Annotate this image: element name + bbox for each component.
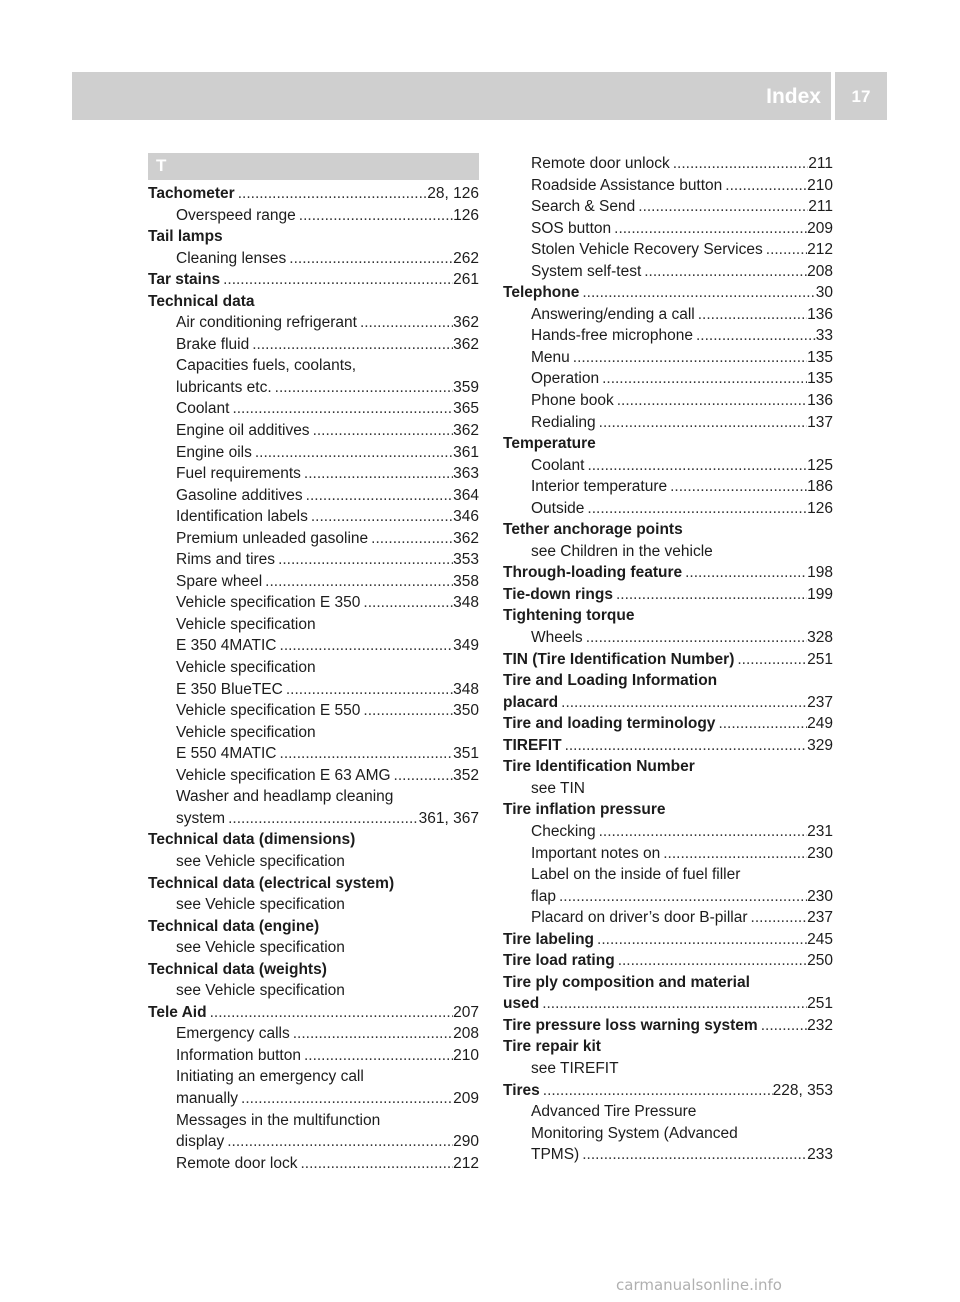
entry-text: Remote door lock [176,1154,298,1172]
page-reference: 262 [453,249,479,267]
entry-text: Tire pressure loss warning system [503,1016,758,1034]
page-reference: 211 [808,198,833,216]
entry-text: Identification labels [176,508,308,526]
index-subentry [503,843,833,865]
index-entry: Temperature [503,435,596,453]
page-reference: 126 [807,499,833,517]
page-reference: 135 [807,348,833,366]
entry-text: Stolen Vehicle Recovery Services [531,241,763,259]
page-header [72,72,887,120]
dot-leader [290,1023,453,1045]
index-subentry: Messages in the multifunction [176,1111,381,1129]
page-reference: 199 [807,585,833,603]
entry-text: Tire labeling [503,930,595,948]
index-subentry [148,549,479,571]
dot-leader [235,183,428,205]
index-entry: Tire Identification Number [503,758,695,776]
entry-text: Search & Send [531,198,636,216]
index-subentry [503,196,833,218]
index-entry [503,692,833,714]
entry-text: Vehicle specification E 63 AMG [176,766,391,784]
entry-text: Cleaning lenses [176,249,287,267]
index-entry: Tire and Loading Information [503,672,718,690]
page-reference: 352 [453,766,479,784]
index-entry [503,562,833,584]
dot-leader [238,1088,453,1110]
page-reference: 364 [453,486,479,504]
index-subentry [148,398,479,420]
page-reference: 250 [807,952,833,970]
index-entry: Tire ply composition and material [503,973,750,991]
entry-text: Placard on driver’s door B-pillar [531,909,748,927]
dot-leader [301,463,453,485]
dot-leader [615,950,807,972]
index-subentry [148,571,479,593]
page-reference: 348 [453,594,479,612]
index-subentry: Vehicle specification [176,723,316,741]
section-letter-bar [148,153,479,180]
dot-leader [758,1015,807,1037]
index-subentry [503,907,833,929]
dot-leader [308,506,453,528]
page-reference: 232 [807,1016,833,1034]
dot-leader [584,455,807,477]
page-reference: 135 [807,370,833,388]
dot-leader [763,239,807,261]
index-subentry: see Vehicle specification [176,852,345,870]
entry-text: Brake fluid [176,335,250,353]
entry-text: Premium unleaded gasoline [176,529,369,547]
index-subentry [503,218,833,240]
dot-leader [296,205,453,227]
index-entry: Technical data (weights) [148,960,327,978]
page-reference: 231 [807,822,833,840]
watermark: carmanualsonline.info [616,1276,782,1294]
entry-text: Engine oils [176,443,252,461]
dot-leader [303,485,453,507]
index-entry: Technical data (dimensions) [148,831,356,849]
index-subentry [148,312,479,334]
entry-text: Phone book [531,392,614,410]
entry-text: Important notes on [531,844,661,862]
entry-text: placard [503,693,559,711]
index-subentry: see TIREFIT [531,1059,619,1077]
index-entry [503,713,833,735]
page-reference: 208 [807,262,833,280]
page-reference: 208 [453,1025,479,1043]
entry-text: Menu [531,348,570,366]
index-subentry: Initiating an emergency call [176,1068,364,1086]
page-reference: 125 [807,456,833,474]
index-subentry: see Vehicle specification [176,982,345,1000]
page-reference: 237 [807,909,833,927]
dot-leader [670,153,809,175]
page-reference: 251 [807,995,833,1013]
entry-text: used [503,995,540,1013]
entry-text: System self-test [531,262,642,280]
page-reference: 230 [807,844,833,862]
dot-leader [583,627,807,649]
index-subentry [148,205,479,227]
index-subentry [148,528,479,550]
dot-leader [596,412,807,434]
index-subentry [503,886,833,908]
index-entry [503,950,833,972]
index-subentry [503,261,833,283]
entry-text: Redialing [531,413,596,431]
index-subentry [148,485,479,507]
index-subentry [503,412,833,434]
entry-text: Vehicle specification E 350 [176,594,361,612]
page-reference: 328 [807,629,833,647]
entry-text: Air conditioning refrigerant [176,314,357,332]
index-entry [503,584,833,606]
header-divider [831,72,835,120]
page-reference: 212 [453,1154,479,1172]
index-entry [503,649,833,671]
entry-text: Spare wheel [176,572,263,590]
page-reference: 251 [807,650,833,668]
index-subentry [503,153,833,175]
page-reference: 361, 367 [418,809,479,827]
page-number: 17 [851,87,871,106]
dot-leader [224,1131,453,1153]
dot-leader [249,334,453,356]
index-subentry [503,325,833,347]
dot-leader [695,304,807,326]
entry-text: Operation [531,370,600,388]
dot-leader [357,312,453,334]
index-subentry [503,821,833,843]
index-subentry [148,808,479,830]
index-entry: Technical data (engine) [148,917,320,935]
entry-text: TPMS) [531,1146,580,1164]
index-subentry [148,765,479,787]
index-subentry: Label on the inside of fuel filler [531,866,741,884]
page-reference: 126 [453,206,479,224]
entry-text: Coolant [531,456,585,474]
dot-leader [283,679,453,701]
entry-text: display [176,1133,225,1151]
entry-text: Telephone [503,284,580,302]
page-reference: 210 [453,1046,479,1064]
section-letter: T [156,156,167,175]
index-subentry: Capacities fuels, coolants, [176,357,357,375]
index-subentry [148,334,479,356]
index-subentry [148,442,479,464]
page-reference: 209 [807,219,833,237]
entry-text: E 350 BlueTEC [176,680,283,698]
dot-leader [579,1144,807,1166]
index-entry [503,1080,833,1102]
dot-leader [579,282,815,304]
index-entry [503,993,833,1015]
index-subentry [148,420,479,442]
entry-text: Wheels [531,629,583,647]
entry-text: Fuel requirements [176,465,301,483]
page-reference: 228, 353 [772,1081,833,1099]
dot-leader [275,549,453,571]
entry-text: Tachometer [148,185,235,202]
index-subentry [148,1045,479,1067]
dot-leader [360,700,453,722]
page-reference: 365 [453,400,479,418]
index-subentry: Vehicle specification [176,659,316,677]
index-subentry [148,1088,479,1110]
entry-text: SOS button [531,219,612,237]
index-entry [503,929,833,951]
page-reference: 261 [453,271,479,289]
page-reference: 249 [807,715,833,733]
page-reference: 211 [808,155,833,172]
dot-leader [584,498,807,520]
index-entry: Tire inflation pressure [503,801,666,819]
dot-leader [748,907,808,929]
dot-leader [539,993,807,1015]
entry-text: Remote door unlock [531,155,670,172]
index-subentry: Monitoring System (Advanced [531,1124,738,1142]
index-entry [503,1015,833,1037]
dot-leader [734,649,807,671]
index-subentry [148,679,479,701]
index-entry: Technical data [148,292,255,310]
entry-text: Rims and tires [176,551,276,569]
entry-text: E 350 4MATIC [176,637,277,655]
dot-leader [262,571,453,593]
index-subentry [148,700,479,722]
index-column-left [148,183,479,1174]
page-reference: 237 [807,693,833,711]
dot-leader [611,218,807,240]
index-subentry: Vehicle specification [176,615,316,633]
entry-text: Tire and loading terminology [503,715,716,733]
index-subentry [148,377,479,399]
page-reference: 349 [453,637,479,655]
entry-text: Coolant [176,400,230,418]
page-reference: 207 [453,1003,479,1021]
index-entry: Tether anchorage points [503,521,683,539]
dot-leader [596,821,808,843]
entry-text: Answering/ending a call [531,305,695,323]
entry-text: Emergency calls [176,1025,290,1043]
page-reference: 351 [453,745,479,763]
index-subentry [148,1153,479,1175]
page-reference: 30 [815,284,833,302]
page-reference: 198 [807,564,833,582]
index-subentry [503,498,833,520]
entry-text: Outside [531,499,585,517]
entry-text: system [176,809,226,827]
dot-leader [570,347,807,369]
index-subentry [148,1023,479,1045]
index-subentry: see TIN [531,779,585,797]
page-reference: 186 [807,478,833,496]
dot-leader [272,377,453,399]
index-entry: Tire repair kit [503,1038,601,1056]
entry-text: Information button [176,1046,301,1064]
dot-leader [277,635,454,657]
index-subentry [503,455,833,477]
index-entry: Tightening torque [503,607,635,625]
index-subentry [503,1144,833,1166]
page-reference: 209 [453,1089,479,1107]
index-entry [148,269,479,291]
dot-leader [368,528,453,550]
dot-leader [540,1080,773,1102]
page-reference: 136 [807,305,833,323]
index-subentry [503,304,833,326]
page-reference: 362 [453,314,479,332]
dot-leader [297,1153,453,1175]
entry-text: E 550 4MATIC [176,745,277,763]
dot-leader [558,692,807,714]
page-reference: 363 [453,465,479,483]
page-reference: 245 [807,930,833,948]
dot-leader [722,175,807,197]
dot-leader [715,713,807,735]
index-subentry [503,476,833,498]
entry-text: Roadside Assistance button [531,176,723,194]
entry-text: Vehicle specification E 550 [176,702,361,720]
index-subentry: Washer and headlamp cleaning [176,788,394,806]
index-subentry [503,368,833,390]
page-reference: 358 [453,572,479,590]
index-subentry [503,390,833,412]
index-subentry [148,463,479,485]
page-reference: 348 [453,680,479,698]
dot-leader [310,420,454,442]
index-subentry: Advanced Tire Pressure [531,1103,697,1121]
entry-text: Engine oil additives [176,422,310,440]
dot-leader [693,325,816,347]
dot-leader [614,390,807,412]
entry-text: Tires [503,1081,540,1099]
dot-leader [229,398,453,420]
dot-leader [562,735,808,757]
index-entry: Tail lamps [148,228,223,246]
index-subentry [148,1131,479,1153]
entry-text: Checking [531,822,596,840]
page-reference: 350 [453,702,479,720]
entry-text: Gasoline additives [176,486,303,504]
entry-text: TIN (Tire Identification Number) [503,650,735,668]
dot-leader [613,584,807,606]
dot-leader [635,196,808,218]
entry-text: Tie-down rings [503,585,613,603]
page-reference: 137 [807,413,833,431]
dot-leader [667,476,807,498]
dot-leader [641,261,807,283]
entry-text: manually [176,1089,239,1107]
dot-leader [286,248,453,270]
index-subentry [148,635,479,657]
index-subentry: see Children in the vehicle [531,542,713,560]
page-reference: 353 [453,551,479,569]
dot-leader [220,269,453,291]
entry-text: flap [531,887,556,905]
entry-text: TIREFIT [503,736,562,754]
index-subentry: see Vehicle specification [176,939,345,957]
page-reference: 33 [815,327,833,345]
entry-text: Interior temperature [531,478,668,496]
page-reference: 362 [453,422,479,440]
entry-text: Hands-free microphone [531,327,693,345]
dot-leader [594,929,807,951]
dot-leader [301,1045,453,1067]
page-reference: 346 [453,508,479,526]
page-reference: 210 [807,176,833,194]
dot-leader [682,562,807,584]
entry-text: Tar stains [148,271,221,289]
index-entry [503,282,833,304]
index-entry: Technical data (electrical system) [148,874,395,892]
dot-leader [225,808,419,830]
index-entry [503,735,833,757]
dot-leader [556,886,807,908]
page-reference: 329 [807,736,833,754]
index-subentry [503,627,833,649]
index-entry [148,183,479,205]
entry-text: Overspeed range [176,206,296,224]
dot-leader [391,765,454,787]
page-reference: 136 [807,392,833,410]
index-subentry: see Vehicle specification [176,896,345,914]
index-subentry [503,347,833,369]
page-reference: 359 [453,378,479,396]
index-subentry [148,743,479,765]
header-title: Index [766,85,821,108]
page-reference: 362 [453,335,479,353]
index-subentry [148,506,479,528]
dot-leader [207,1002,454,1024]
entry-text: Tele Aid [148,1003,207,1021]
page-reference: 233 [807,1146,833,1164]
page-reference: 361 [453,443,479,461]
dot-leader [360,592,453,614]
dot-leader [277,743,454,765]
page-reference: 28, 126 [427,185,479,202]
entry-text: Through-loading feature [503,564,683,582]
index-subentry [148,592,479,614]
dot-leader [252,442,453,464]
page-reference: 212 [807,241,833,259]
entry-text: Tire load rating [503,952,615,970]
index-subentry [503,175,833,197]
dot-leader [660,843,807,865]
index-subentry [148,248,479,270]
dot-leader [599,368,807,390]
index-column-right [503,153,833,1166]
index-subentry [503,239,833,261]
page-reference: 230 [807,887,833,905]
page-reference: 362 [453,529,479,547]
entry-text: lubricants etc. [176,378,272,396]
page-reference: 290 [453,1133,479,1151]
index-entry [148,1002,479,1024]
